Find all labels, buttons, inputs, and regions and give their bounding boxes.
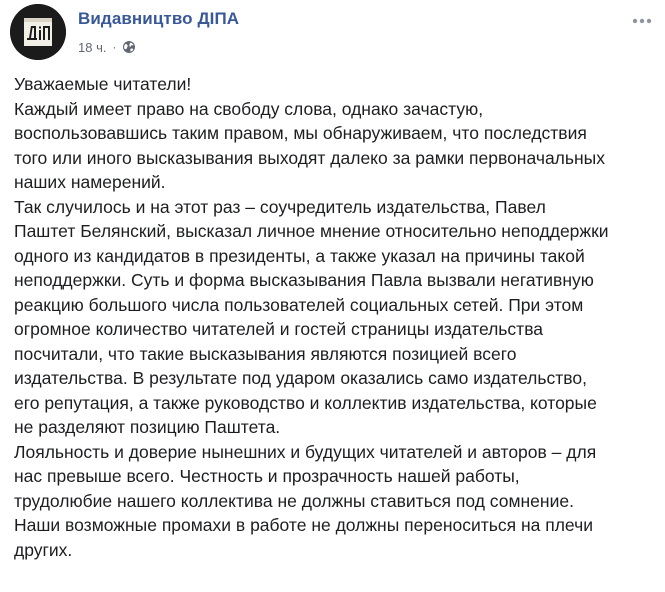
post-line: Уважаемые читатели!	[14, 74, 192, 94]
more-dots-icon	[632, 18, 652, 24]
dipa-logo-icon	[10, 4, 66, 60]
post-line: Так случилось и на этот раз – соучредитель издательства, Павел	[14, 196, 546, 217]
post-line: неподдержки. Суть и форма высказывания Павла вызвали негативную	[14, 270, 594, 290]
page-avatar[interactable]	[10, 4, 66, 60]
post-line: других.	[14, 539, 73, 560]
post-line: посчитали, что такие высказывания являются позицией всего	[14, 343, 517, 364]
post-line: Наши возможные промахи в работе не должны переноситься на плечи	[14, 515, 593, 535]
globe-icon	[122, 40, 136, 54]
post-body	[14, 72, 659, 562]
post-line: его репутация, а также руководство и коллектив издательства, которые	[14, 392, 597, 413]
post-line: издательства. В результате под ударом оказались само издательство,	[14, 368, 587, 388]
post-options-button[interactable]	[630, 12, 654, 30]
post-line: огромное количество читателей и гостей страницы издательства	[14, 319, 544, 339]
post-line: наших намерений.	[14, 172, 166, 192]
post-line: нас превыше всего. Честность и прозрачность нашей работы,	[14, 466, 520, 486]
post-line: реакцию большого числа пользователей социальных сетей. При этом	[14, 294, 584, 315]
post-line: Каждый имеет право на свободу слова, однако зачастую,	[14, 98, 484, 119]
post-line: Паштет Белянский, высказал личное мнение относительно неподдержки	[14, 221, 609, 241]
post-line: того или иного высказывания выходят далеко за рамки первоначальных	[14, 147, 605, 168]
post-meta	[78, 38, 136, 56]
page-name-link[interactable]: Видавництво ДІПА	[78, 9, 240, 28]
post-header	[10, 4, 660, 60]
post-line: Лояльность и доверие нынешних и будущих читателей и авторов – для	[14, 441, 597, 462]
post-line: воспользовавшись таким правом, мы обнаруживаем, что последствия	[14, 123, 587, 143]
post-line: одного из кандидатов в президенты, а также указал на причины такой	[14, 245, 585, 266]
post-line: трудолюбие нашего коллектива не должны ставиться под сомнение.	[14, 490, 574, 511]
meta-separator: ·	[112, 40, 117, 54]
post-line: не разделяют позицию Паштета.	[14, 417, 281, 437]
post-timestamp[interactable]: 18 ч.	[78, 39, 107, 55]
